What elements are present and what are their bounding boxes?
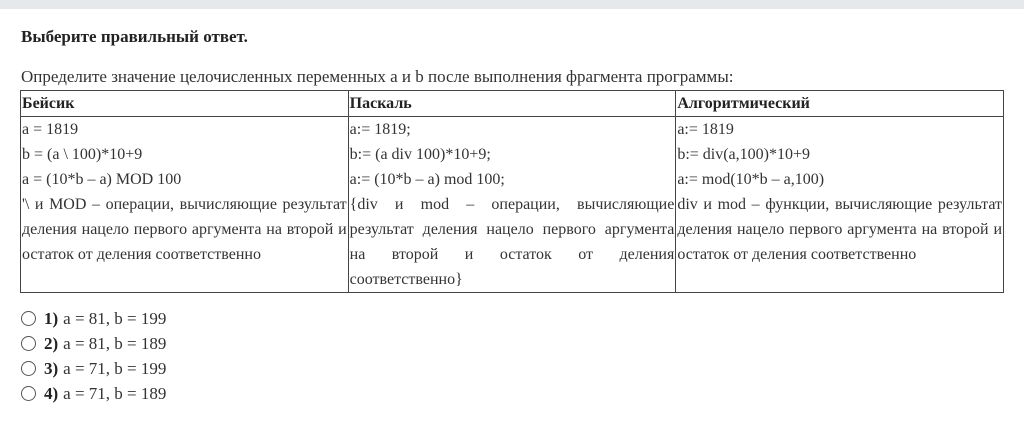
- answer-number: 2): [44, 333, 59, 353]
- table-header-row: [21, 91, 1004, 117]
- pascal-code-cell: [348, 117, 676, 293]
- code-line: a:= (10*b – a) mod 100;: [349, 171, 505, 188]
- code-table: [20, 90, 1004, 293]
- answer-option-1[interactable]: [21, 306, 166, 331]
- answer-number: 3): [44, 358, 59, 378]
- top-bar: [0, 0, 1024, 9]
- answer-option-4[interactable]: [21, 381, 166, 406]
- basic-code-cell: [21, 117, 349, 293]
- code-comment: div и mod – функции, вычисляющие результат деления нацело первого аргумента на второй и остаток от деления соответственно: [677, 196, 1002, 263]
- answer-number: 1): [44, 308, 59, 328]
- code-line: b:= (a div 100)*10+9;: [349, 146, 491, 163]
- instruction-text: Выберите правильный ответ.: [21, 27, 248, 46]
- answer-label: a = 71, b = 199: [63, 358, 167, 378]
- header-algorithmic: Алгоритмический: [676, 91, 1004, 117]
- code-line: a = (10*b – a) MOD 100: [22, 171, 182, 188]
- header-pascal: Паскаль: [348, 91, 676, 117]
- algorithmic-code-cell: [676, 117, 1004, 293]
- code-line: b:= div(a,100)*10+9: [677, 146, 811, 163]
- table-row: [21, 117, 1004, 293]
- radio-button[interactable]: [21, 361, 36, 376]
- answer-label: a = 81, b = 189: [63, 333, 167, 353]
- radio-button[interactable]: [21, 311, 36, 326]
- code-line: a = 1819: [22, 121, 79, 138]
- code-line: a:= 1819: [677, 121, 734, 138]
- answer-option-2[interactable]: [21, 331, 166, 356]
- answer-options: [21, 306, 166, 406]
- code-line: b = (a \ 100)*10+9: [22, 146, 143, 163]
- question-text: Определите значение целочисленных переменных a и b после выполнения фрагмента программы:: [21, 67, 734, 86]
- answer-option-3[interactable]: [21, 356, 166, 381]
- code-line: a:= 1819;: [349, 121, 411, 138]
- header-basic: Бейсик: [21, 91, 349, 117]
- code-line: a:= mod(10*b – a,100): [677, 171, 825, 188]
- radio-button[interactable]: [21, 386, 36, 401]
- radio-button[interactable]: [21, 336, 36, 351]
- code-comment: '\ и MOD – операции, вычисляющие результат деления нацело первого аргумента на второй и остаток от деления соответственно: [22, 196, 347, 263]
- answer-number: 4): [44, 383, 59, 403]
- answer-label: a = 81, b = 199: [63, 308, 167, 328]
- code-comment: {div и mod – операции, вычисляющие результат деления нацело первого аргумента на второй и остаток от деления соответственно}: [349, 196, 675, 288]
- answer-label: a = 71, b = 189: [63, 383, 167, 403]
